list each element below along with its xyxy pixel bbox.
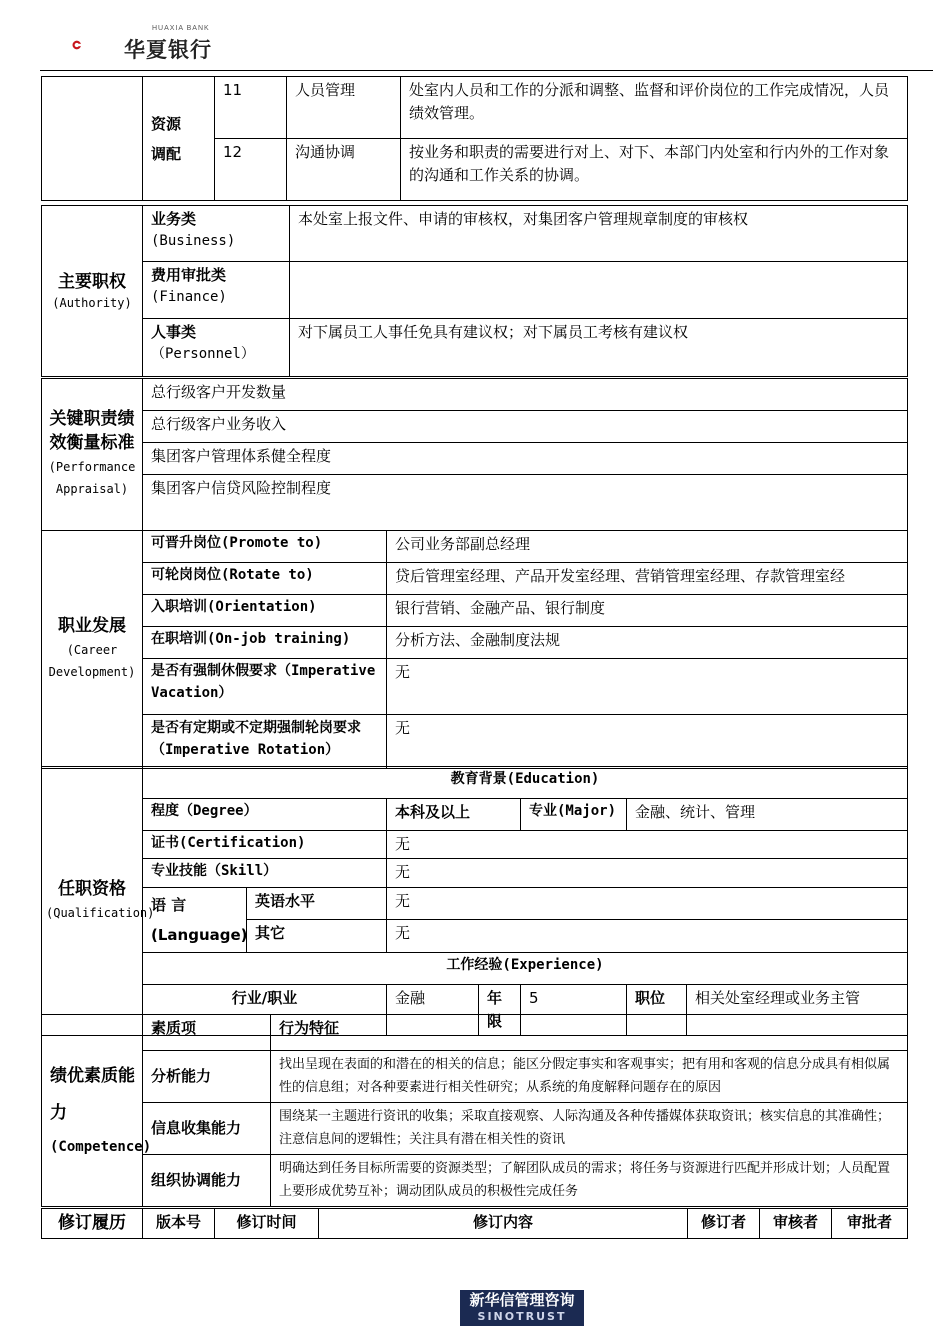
career-section-label: 职业发展 (Career Development)	[42, 531, 143, 769]
cert-key: 证书(Certification)	[143, 831, 387, 859]
competence-section-label: 绩优素质能力 (Competence)	[42, 1015, 143, 1207]
kpi-item: 总行级客户业务收入	[143, 411, 908, 443]
competence-col-header: 素质项	[143, 1015, 271, 1051]
kpi-table	[41, 378, 908, 531]
competence-name: 组织协调能力	[143, 1155, 271, 1207]
authority-type: 费用审批类 (Finance)	[143, 262, 290, 319]
authority-type: 人事类 （Personnel）	[143, 319, 290, 377]
revision-col-header: 审批者	[832, 1209, 908, 1239]
career-key: 是否有定期或不定期强制轮岗要求（Imperative Rotation）	[143, 715, 387, 769]
sinotrust-logo-en: SINOTRUST	[477, 1310, 567, 1323]
career-key: 在职培训(On-job training)	[143, 627, 387, 659]
revision-col-header: 修订内容	[319, 1209, 688, 1239]
bank-english-name: HUAXIA BANK	[152, 25, 210, 32]
english-key: 英语水平	[247, 887, 387, 920]
english-value: 无	[387, 887, 908, 920]
years-value: 5	[521, 984, 627, 1036]
competence-desc: 围绕某一主题进行资讯的收集；采取直接观察、人际沟通及各种传播媒体获取资讯；核实信息的其准确性；注意信息间的逻辑性；关注具有潜在相关性的资讯	[271, 1103, 908, 1155]
authority-desc	[290, 262, 908, 319]
major-value: 金融、统计、管理	[627, 799, 908, 831]
industry-key: 行业/职业	[143, 984, 387, 1036]
career-key: 是否有强制休假要求（Imperative Vacation）	[143, 659, 387, 715]
career-value: 贷后管理室经理、产品开发室经理、营销管理室经理、存款管理室经	[387, 563, 908, 595]
competence-col-header: 行为特征	[271, 1015, 908, 1051]
revision-col-header: 审核者	[760, 1209, 832, 1239]
resource-row-desc: 按业务和职责的需要进行对上、对下、本部门内处室和行内外的工作对象的沟通和工作关系的协调。	[401, 139, 908, 201]
career-value: 银行营销、金融产品、银行制度	[387, 595, 908, 627]
authority-section-label: 主要职权 (Authority)	[42, 206, 143, 377]
resource-row-desc: 处室内人员和工作的分派和调整、监督和评价岗位的工作完成情况，人员绩效管理。	[401, 77, 908, 139]
career-table	[41, 530, 908, 769]
skill-value: 无	[387, 859, 908, 887]
authority-desc: 对下属员工人事任免具有建议权；对下属员工考核有建议权	[290, 319, 908, 377]
competence-table	[41, 1014, 908, 1207]
resource-label: 资源 调配	[143, 77, 215, 201]
resource-row-no: 11	[215, 77, 287, 139]
position-key: 职位	[627, 984, 687, 1036]
authority-table	[41, 205, 908, 377]
other-key: 其它	[247, 920, 387, 953]
career-key: 可轮岗岗位(Rotate to)	[143, 563, 387, 595]
qualification-table	[41, 766, 908, 1036]
sinotrust-logo	[460, 1290, 584, 1326]
position-value: 相关处室经理或业务主管	[687, 984, 908, 1036]
language-key: 语 言 (Language)	[143, 887, 247, 952]
resource-table	[41, 76, 908, 201]
competence-desc: 明确达到任务目标所需要的资源类型；了解团队成员的需求；将任务与资源进行匹配并形成计划；人员配置上要形成优势互补；调动团队成员的积极性完成任务	[271, 1155, 908, 1207]
competence-desc: 找出呈现在表面的和潜在的相关的信息；能区分假定事实和客观事实；把有用和客观的信息分成具有相似属性的信息组；对各种要素进行相关性研究；从系统的角度解释问题存在的原因	[271, 1051, 908, 1103]
career-key: 可晋升岗位(Promote to)	[143, 531, 387, 563]
cert-value: 无	[387, 831, 908, 859]
huaxia-bank-logo-icon	[72, 22, 120, 68]
resource-row-name: 人员管理	[287, 77, 401, 139]
resource-row-name: 沟通协调	[287, 139, 401, 201]
career-value: 分析方法、金融制度法规	[387, 627, 908, 659]
experience-title: 工作经验(Experience)	[143, 952, 908, 984]
career-value: 无	[387, 659, 908, 715]
resource-blank-cell	[42, 77, 143, 201]
education-title: 教育背景(Education)	[143, 767, 908, 799]
major-key: 专业(Major)	[521, 799, 627, 831]
revision-table	[41, 1208, 908, 1239]
resource-row-no: 12	[215, 139, 287, 201]
qualification-section-label: 任职资格 (Qualification)	[42, 767, 143, 1036]
competence-name: 分析能力	[143, 1051, 271, 1103]
other-value: 无	[387, 920, 908, 953]
revision-col-header: 修订时间	[215, 1209, 319, 1239]
years-key: 年限	[479, 984, 521, 1036]
degree-key: 程度（Degree）	[143, 799, 387, 831]
industry-value: 金融	[387, 984, 479, 1036]
revision-col-header: 修订者	[688, 1209, 760, 1239]
career-key: 入职培训(Orientation)	[143, 595, 387, 627]
career-value: 公司业务部副总经理	[387, 531, 908, 563]
sinotrust-logo-cn: 新华信管理咨询	[469, 1291, 575, 1309]
skill-key: 专业技能（Skill）	[143, 859, 387, 887]
bank-name: 华夏银行	[124, 38, 212, 62]
header-divider	[40, 70, 933, 71]
revision-col-header: 版本号	[143, 1209, 215, 1239]
kpi-section-label: 关键职责绩效衡量标准 (Performance Appraisal)	[42, 379, 143, 531]
degree-value: 本科及以上	[387, 799, 521, 831]
kpi-item: 集团客户管理体系健全程度	[143, 443, 908, 475]
authority-type: 业务类 (Business)	[143, 206, 290, 262]
authority-desc: 本处室上报文件、申请的审核权，对集团客户管理规章制度的审核权	[290, 206, 908, 262]
kpi-item: 集团客户信贷风险控制程度	[143, 475, 908, 531]
competence-name: 信息收集能力	[143, 1103, 271, 1155]
career-value: 无	[387, 715, 908, 769]
kpi-item: 总行级客户开发数量	[143, 379, 908, 411]
revision-section-label: 修订履历	[42, 1209, 143, 1239]
